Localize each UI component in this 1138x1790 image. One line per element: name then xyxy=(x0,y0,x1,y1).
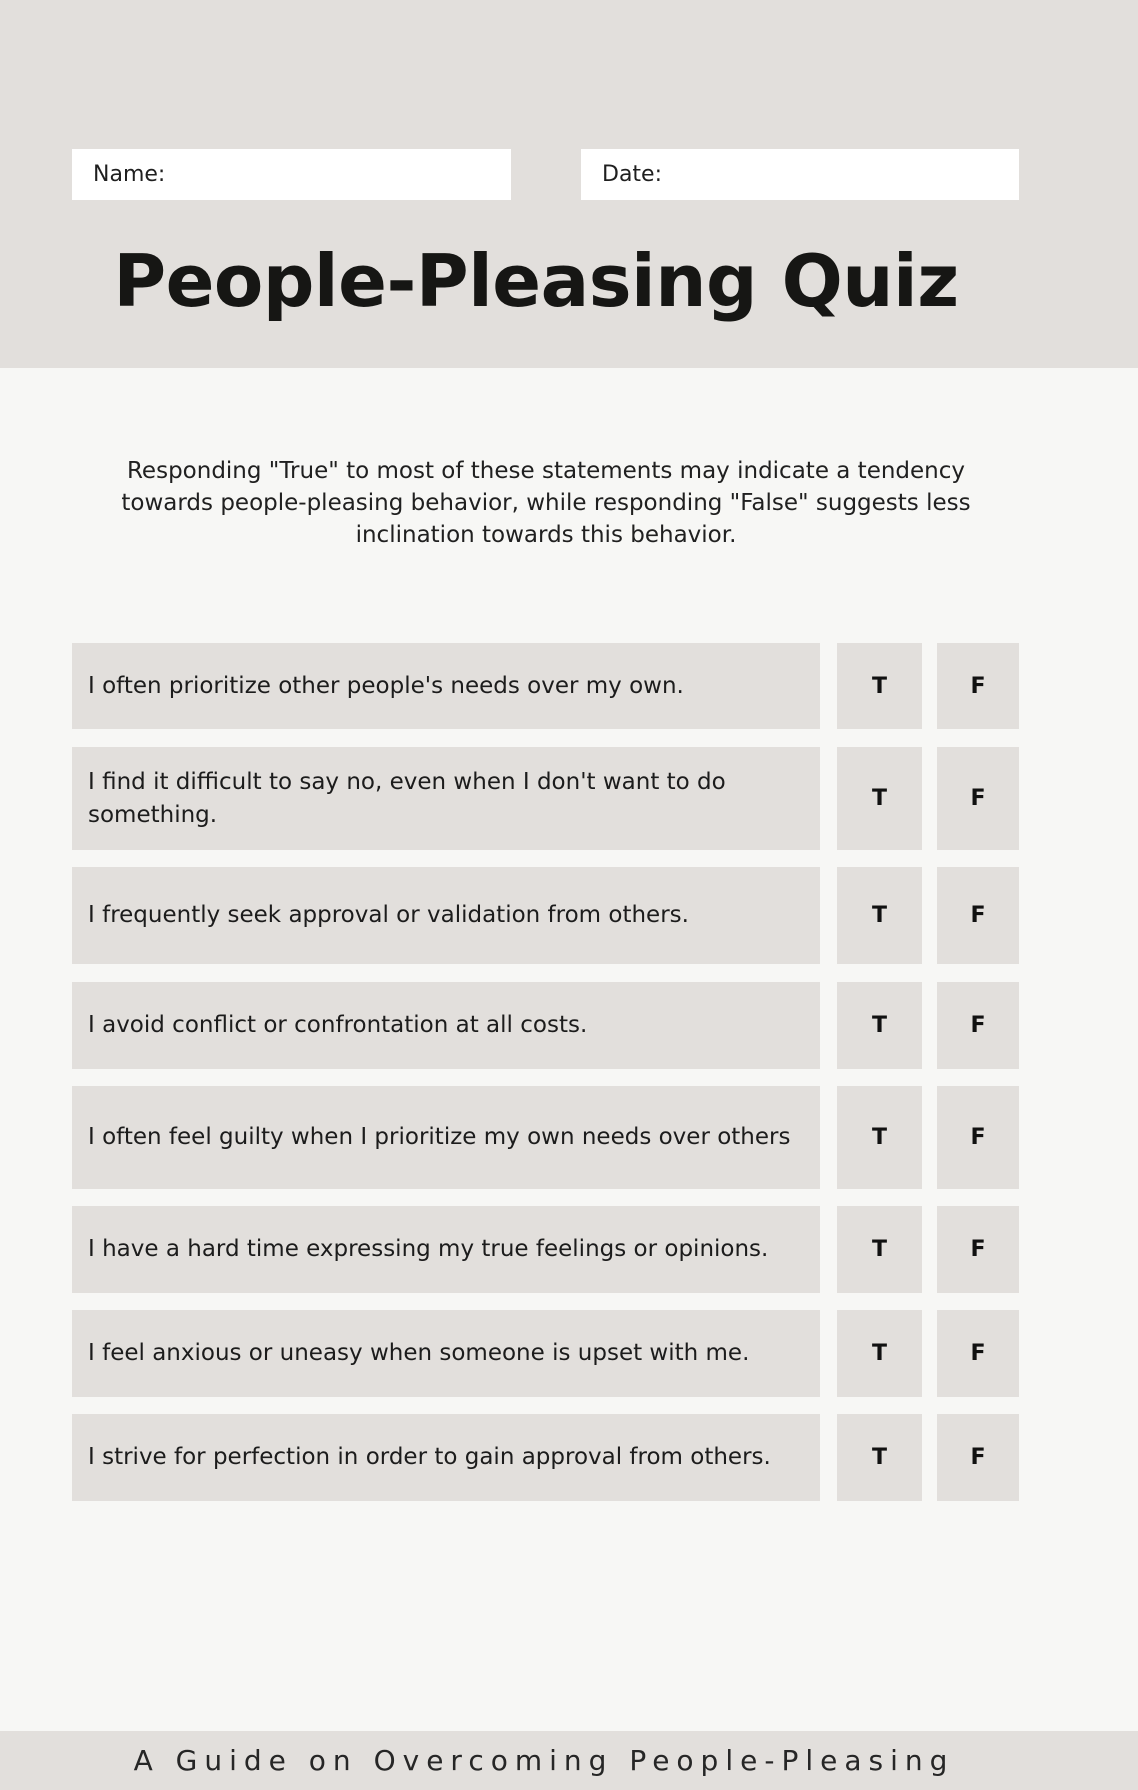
date-label: Date: xyxy=(602,162,662,187)
intro-text: Responding "True" to most of these statements may indicate a tendency towards people-pleasing behavior, while responding "False" suggests less inclination towards this behavior. xyxy=(121,458,971,548)
false-option[interactable]: F xyxy=(937,982,1019,1069)
false-option[interactable]: F xyxy=(937,643,1019,729)
true-option[interactable]: T xyxy=(837,1086,922,1189)
quiz-row xyxy=(72,643,1019,729)
statement-text: I often feel guilty when I prioritize my own needs over others xyxy=(72,1086,820,1189)
false-option[interactable]: F xyxy=(937,1086,1019,1189)
true-option[interactable]: T xyxy=(837,867,922,964)
true-option[interactable]: T xyxy=(837,1310,922,1397)
statement-text: I feel anxious or uneasy when someone is upset with me. xyxy=(72,1310,820,1397)
quiz-row xyxy=(72,1206,1019,1293)
false-option[interactable]: F xyxy=(937,1310,1019,1397)
true-option[interactable]: T xyxy=(837,1414,922,1501)
name-label: Name: xyxy=(93,162,166,187)
date-field[interactable] xyxy=(581,149,1019,200)
true-option[interactable]: T xyxy=(837,1206,922,1293)
true-option[interactable]: T xyxy=(837,982,922,1069)
footer-text: A Guide on Overcoming People-Pleasing xyxy=(133,1744,955,1777)
true-option[interactable]: T xyxy=(837,643,922,729)
true-option[interactable]: T xyxy=(837,747,922,850)
statement-text: I strive for perfection in order to gain approval from others. xyxy=(72,1414,820,1501)
quiz-row xyxy=(72,1086,1019,1189)
statement-text: I often prioritize other people's needs over my own. xyxy=(72,643,820,729)
page-title: People-Pleasing Quiz xyxy=(113,239,959,323)
quiz-row xyxy=(72,747,1019,850)
footer-band xyxy=(0,1731,1138,1790)
statement-text: I frequently seek approval or validation from others. xyxy=(72,867,820,964)
false-option[interactable]: F xyxy=(937,1414,1019,1501)
quiz-row xyxy=(72,1310,1019,1397)
quiz-row xyxy=(72,1414,1019,1501)
header-band xyxy=(0,0,1138,368)
statement-text: I avoid conflict or confrontation at all costs. xyxy=(72,982,820,1069)
quiz-row xyxy=(72,982,1019,1069)
name-field[interactable] xyxy=(72,149,511,200)
quiz-row xyxy=(72,867,1019,964)
statement-text: I have a hard time expressing my true feelings or opinions. xyxy=(72,1206,820,1293)
false-option[interactable]: F xyxy=(937,1206,1019,1293)
statement-text: I find it difficult to say no, even when I don't want to do something. xyxy=(72,747,820,850)
false-option[interactable]: F xyxy=(937,867,1019,964)
false-option[interactable]: F xyxy=(937,747,1019,850)
